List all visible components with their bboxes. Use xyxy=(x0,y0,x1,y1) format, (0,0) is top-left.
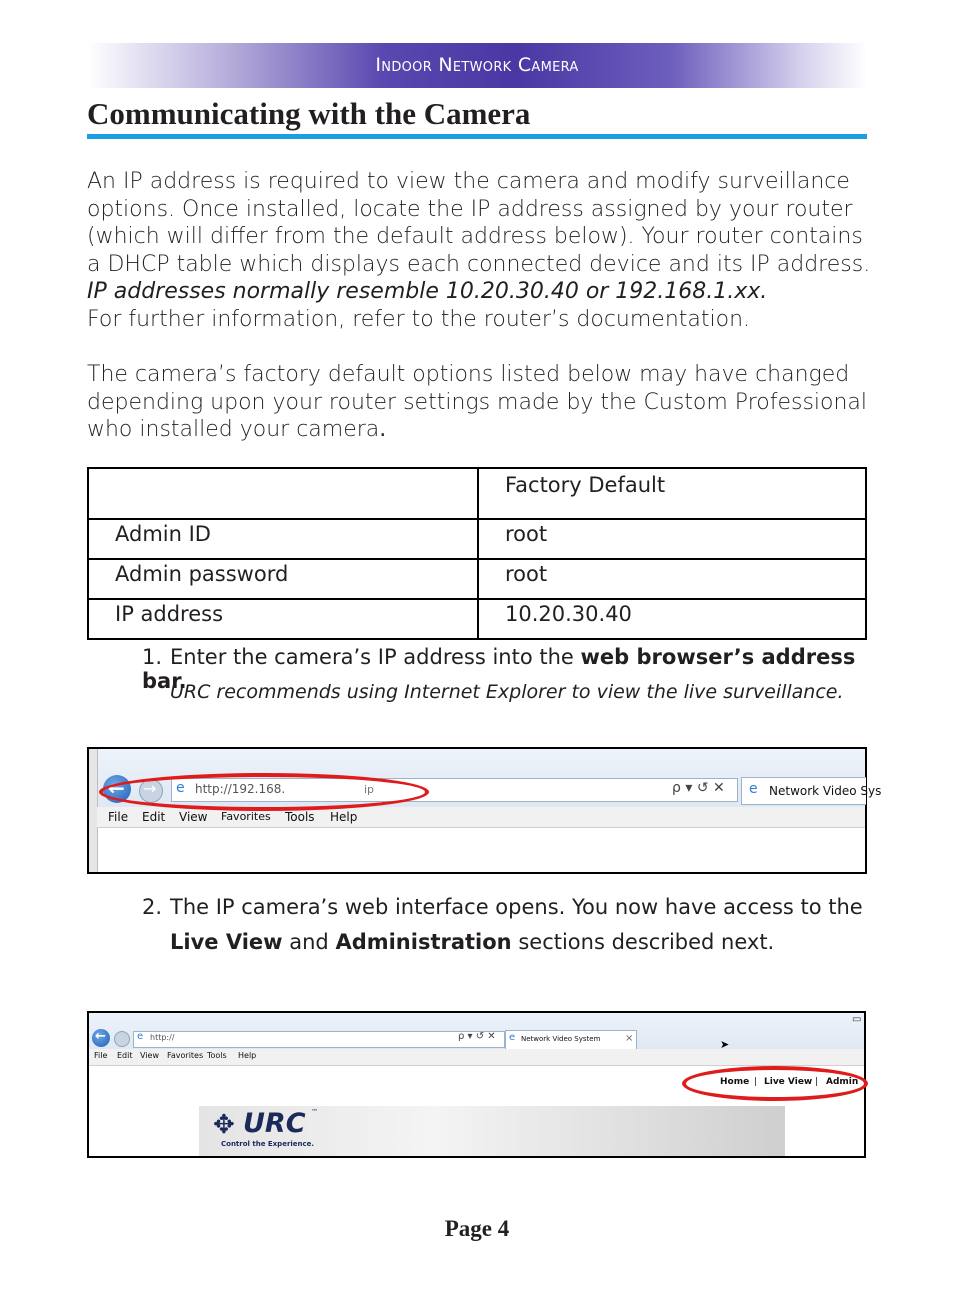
defaults-text: The camera’s factory default options listed below may have changed depending upon your router settings made by the Custom Professional who installed your camera xyxy=(87,362,868,443)
tab-title: Network Video System xyxy=(521,1035,601,1043)
section-title: Communicating with the Camera xyxy=(87,96,531,131)
intro-paragraph xyxy=(87,168,877,334)
title-rule xyxy=(87,134,867,139)
highlight-oval xyxy=(99,773,429,811)
urc-logo-trademark: ™ xyxy=(311,1108,318,1116)
step-1-note: URC recommends using Internet Explorer to view the live surveillance. xyxy=(170,681,844,703)
step-bold: web browser’s address bar. xyxy=(142,645,856,693)
nav-live-view-link[interactable]: Live View xyxy=(764,1077,813,1087)
step-text: Enter the camera’s IP address into the xyxy=(170,645,574,669)
search-refresh-stop-icon[interactable]: ρ ▾ ↺ ✕ xyxy=(672,780,725,796)
table-cell: root xyxy=(478,559,866,599)
window-restore-icon[interactable]: ▭ xyxy=(852,1014,862,1025)
page-number: Page 4 xyxy=(444,1216,510,1241)
back-arrow-glyph-icon: ← xyxy=(95,1029,106,1044)
urc-logo-tagline: Control the Experience. xyxy=(221,1140,315,1148)
defaults-period: . xyxy=(379,417,387,443)
urc-banner xyxy=(199,1106,785,1156)
menu-view[interactable]: View xyxy=(140,1051,159,1060)
step-number: 1. xyxy=(142,645,163,669)
menu-tools[interactable]: Tools xyxy=(285,810,315,824)
menu-file[interactable]: File xyxy=(108,810,129,824)
menu-bar xyxy=(97,807,865,828)
menu-help[interactable]: Help xyxy=(238,1051,257,1060)
menu-edit[interactable]: Edit xyxy=(117,1051,133,1060)
forward-arrow-glyph-icon: → xyxy=(143,779,157,798)
table-header-row xyxy=(88,468,866,519)
table-cell: Admin password xyxy=(88,559,478,599)
step-indent xyxy=(142,930,170,954)
address-text-end: ip xyxy=(364,783,375,796)
address-text: http:// xyxy=(150,1033,175,1042)
address-text: http://192.168. xyxy=(195,782,286,796)
tab-close-icon[interactable]: × xyxy=(625,1033,634,1044)
ie-page-icon: e xyxy=(137,1031,144,1042)
table-cell: IP address xyxy=(88,599,478,639)
menu-tools[interactable]: Tools xyxy=(207,1051,227,1060)
menu-favorites[interactable]: Favorites xyxy=(221,810,271,823)
table-header-cell: Factory Default xyxy=(478,468,866,519)
urc-logo-emblem-icon: ✥ xyxy=(213,1110,235,1140)
table-cell: 10.20.30.40 xyxy=(478,599,866,639)
intro-text: An IP address is required to view the camera and modify surveillance options. Once installed, locate the IP address assigned by your router (which will differ from the default address below). Your router contains a DHCP table which displays each connected device and its IP address. xyxy=(87,169,871,277)
menu-file[interactable]: File xyxy=(94,1051,108,1060)
menu-view[interactable]: View xyxy=(179,810,208,824)
defaults-paragraph xyxy=(87,361,877,444)
urc-logo-text: URC xyxy=(243,1108,306,1139)
step-number: 2. xyxy=(142,895,163,919)
intro-closing: For further information, refer to the router’s documentation. xyxy=(87,306,751,332)
menu-bar xyxy=(89,1049,864,1066)
back-arrow-glyph-icon: ← xyxy=(108,776,125,800)
tab-ie-icon: e xyxy=(509,1032,516,1043)
step-2 xyxy=(142,890,872,960)
nav-separator: | xyxy=(815,1077,819,1087)
menu-help[interactable]: Help xyxy=(330,810,358,824)
step-bold-administration: Administration xyxy=(335,930,512,954)
step-tail: sections described next. xyxy=(518,930,775,954)
table-row xyxy=(88,599,866,639)
highlight-oval xyxy=(682,1066,868,1101)
search-refresh-stop-icon[interactable]: ρ ▾ ↺ ✕ xyxy=(458,1031,496,1042)
table-header-cell xyxy=(88,468,478,519)
tab-title: Network Video Sys xyxy=(769,784,882,798)
nav-admin-link[interactable]: Admin xyxy=(826,1077,859,1087)
factory-defaults-table xyxy=(87,467,867,640)
table-row xyxy=(88,559,866,599)
table-row xyxy=(88,519,866,559)
address-bar[interactable] xyxy=(133,1031,505,1048)
menu-edit[interactable]: Edit xyxy=(142,810,166,824)
intro-italic: IP addresses normally resemble 10.20.30.40 or 192.168.1.xx. xyxy=(87,279,768,305)
step-and: and xyxy=(289,930,329,954)
browser-screenshot-web-interface xyxy=(87,1011,866,1158)
step-text: The IP camera’s web interface opens. You now have access to the xyxy=(170,895,863,919)
tab-ie-icon: e xyxy=(749,781,758,797)
forward-arrow-icon xyxy=(114,1031,130,1047)
nav-separator: | xyxy=(754,1077,758,1087)
browser-screenshot-address-bar xyxy=(87,747,882,874)
nav-home-link[interactable]: Home xyxy=(720,1077,750,1087)
mouse-cursor-icon: ➤ xyxy=(720,1038,730,1051)
step-bold-live-view: Live View xyxy=(170,930,283,954)
table-cell: Admin ID xyxy=(88,519,478,559)
header-title: Indoor Network Camera xyxy=(375,54,579,76)
menu-favorites[interactable]: Favorites xyxy=(167,1051,204,1060)
table-cell: root xyxy=(478,519,866,559)
ie-page-icon: e xyxy=(176,780,185,796)
